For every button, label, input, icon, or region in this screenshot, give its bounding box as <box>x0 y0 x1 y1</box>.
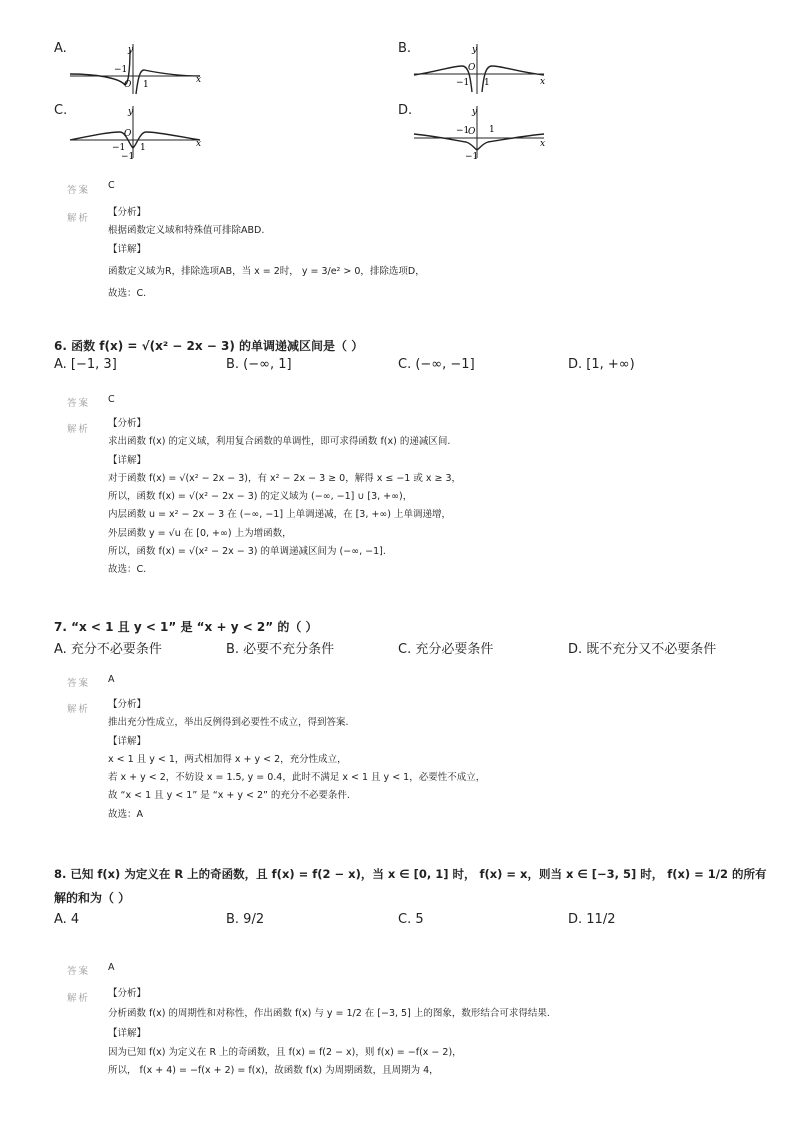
graph-d-y-label: y <box>472 107 478 117</box>
option-b-label: B. <box>398 41 412 56</box>
q6-line: 求出函数 f(x) 的定义域，利用复合函数的单调性，即可求得函数 f(x) 的递减区间. <box>108 436 451 448</box>
q7-line: 若 x + y < 2，不妨设 x = 1.5, y = 0.4，此时不满足 x < 1 且 y < 1，必要性不成立， <box>108 772 486 784</box>
q8-stem-2: 解的和为（ ） <box>54 891 131 905</box>
option-a-label: A. <box>54 41 67 56</box>
q8-line: 所以， f(x + 4) = −f(x + 2) = f(x)，故函数 f(x) 为周期函数，且周期为 4， <box>108 1064 439 1076</box>
q8-choice-b: B. 9/2 <box>226 912 265 927</box>
q6-analysis <box>108 415 461 580</box>
q7-line: 【分析】 <box>108 699 147 710</box>
q7-line: 故选：A <box>108 808 143 820</box>
q6-line: 故选：C. <box>108 564 147 576</box>
q8-stem: 8. 已知 f(x) 为定义在 R 上的奇函数，且 f(x) = f(2 − x)，当 x ∈ [0, 1] 时， f(x) = x，则当 x ∈ [−3, 5] 时， f(x) = 1/2 的所有 <box>54 867 767 881</box>
q8-line: 因为已知 f(x) 为定义在 R 上的奇函数，且 f(x) = f(2 − x)，则 f(x) = −f(x − 2)， <box>108 1046 462 1058</box>
graph-b <box>410 40 550 96</box>
q8-analysis-label: 解析 <box>67 993 91 1004</box>
q7-line: x < 1 且 y < 1，两式相加得 x + y < 2，充分性成立， <box>108 753 347 765</box>
graph-a-x-label: x <box>196 75 202 85</box>
graph-c-x-label: x <box>196 139 202 149</box>
q7-choice-a: A. 充分不必要条件 <box>54 642 162 657</box>
graph-c-y-label: y <box>128 107 134 117</box>
option-c-label: C. <box>54 103 68 118</box>
q8-choice-c: C. 5 <box>398 912 424 927</box>
q5-line: 故选：C. <box>108 287 147 299</box>
q5-line: 函数定义域为R，排除选项AB，当 x = 2时， y = 3/e² > 0，排除选项D， <box>108 265 425 277</box>
graph-c-neg1-y-label: −1 <box>121 152 135 160</box>
graph-d-1-label: 1 <box>489 125 495 135</box>
q5-line: 【详解】 <box>108 243 147 255</box>
option-d-label: D. <box>398 103 413 118</box>
graph-d-neg1-y-label: −1 <box>465 152 479 160</box>
q7-choice-b: B. 必要不充分条件 <box>226 642 335 657</box>
q6-line: 所以，函数 f(x) = √(x² − 2x − 3) 的定义域为 (−∞, −1] ∪ [3, +∞)， <box>108 491 413 503</box>
q7-line: 【详解】 <box>108 735 147 747</box>
q5-line: 【分析】 <box>108 207 147 218</box>
graph-c <box>66 102 206 160</box>
q6-line: 对于函数 f(x) = √(x² − 2x − 3)，有 x² − 2x − 3 ≥ 0，解得 x ≤ −1 或 x ≥ 3， <box>108 472 462 484</box>
q7-line: 故 “x < 1 且 y < 1” 是 “x + y < 2” 的充分不必要条件. <box>108 790 350 802</box>
graph-b-neg1-label: −1 <box>456 78 470 88</box>
q5-analysis-label: 解析 <box>67 213 91 224</box>
q8-answer: A <box>108 962 115 973</box>
graph-c-1-label: 1 <box>140 143 146 153</box>
q7-answer-label: 答案 <box>67 678 91 689</box>
graph-d-x-label: x <box>540 139 546 149</box>
q8-analysis <box>108 985 550 1080</box>
graph-a-neg1-label: −1 <box>114 65 128 75</box>
q8-line: 【详解】 <box>108 1028 147 1040</box>
q7-stem: 7. “x < 1 且 y < 1” 是 “x + y < 2” 的（ ） <box>54 620 318 634</box>
graph-d-neg1-label: −1 <box>456 126 470 136</box>
q6-line: 所以，函数 f(x) = √(x² − 2x − 3) 的单调递减区间为 (−∞, −1]. <box>108 546 386 558</box>
q7-analysis <box>108 696 485 824</box>
q6-choice-b: B. (−∞, 1] <box>226 357 292 372</box>
graph-b-1-label: 1 <box>484 78 490 88</box>
q5-analysis <box>108 204 425 303</box>
q6-stem: 6. 函数 f(x) = √(x² − 2x − 3) 的单调递减区间是（ ） <box>54 339 364 353</box>
q6-line: 外层函数 y = √u 在 [0, +∞) 上为增函数， <box>108 527 292 539</box>
q6-answer: C <box>108 394 115 405</box>
q8-answer-label: 答案 <box>67 966 91 977</box>
q8-choice-a: A. 4 <box>54 912 80 927</box>
graph-b-y-label: y <box>472 45 478 55</box>
q6-choice-d: D. [1, +∞) <box>568 357 635 372</box>
q6-line: 【分析】 <box>108 418 147 429</box>
graph-d <box>410 102 550 160</box>
graph-c-neg1-label: −1 <box>112 143 126 153</box>
q6-answer-label: 答案 <box>67 398 91 409</box>
graph-a <box>66 40 206 96</box>
graph-a-y-label: y <box>128 45 134 55</box>
graph-a-1-label: 1 <box>143 80 149 90</box>
q7-line: 推出充分性成立，举出反例得到必要性不成立，得到答案. <box>108 717 349 729</box>
q7-analysis-label: 解析 <box>67 704 91 715</box>
q5-answer: C <box>108 180 115 191</box>
q6-line: 内层函数 u = x² − 2x − 3 在 (−∞, −1] 上单调递减，在 [3, +∞) 上单调递增， <box>108 509 451 521</box>
q5-answer-label: 答案 <box>67 185 91 196</box>
q7-answer: A <box>108 674 115 685</box>
q8-choice-d: D. 11/2 <box>568 912 616 927</box>
graph-b-x-label: x <box>540 77 546 87</box>
q6-analysis-label: 解析 <box>67 424 91 435</box>
q6-line: 【详解】 <box>108 454 147 466</box>
q8-line: 分析函数 f(x) 的周期性和对称性，作出函数 f(x) 与 y = 1/2 在 [−3, 5] 上的图象，数形结合可求得结果. <box>108 1008 550 1020</box>
q7-choice-c: C. 充分必要条件 <box>398 642 494 657</box>
graph-c-origin-label: O <box>124 129 132 139</box>
graph-a-origin-label: O <box>124 80 132 90</box>
q5-line: 根据函数定义域和特殊值可排除ABD. <box>108 225 265 237</box>
q8-line: 【分析】 <box>108 988 147 999</box>
graph-d-origin-label: O <box>468 127 476 137</box>
q6-choice-a: A. [−1, 3] <box>54 357 117 372</box>
q6-choice-c: C. (−∞, −1] <box>398 357 475 372</box>
graph-b-origin-label: O <box>468 63 476 73</box>
q7-choice-d: D. 既不充分又不必要条件 <box>568 642 717 657</box>
